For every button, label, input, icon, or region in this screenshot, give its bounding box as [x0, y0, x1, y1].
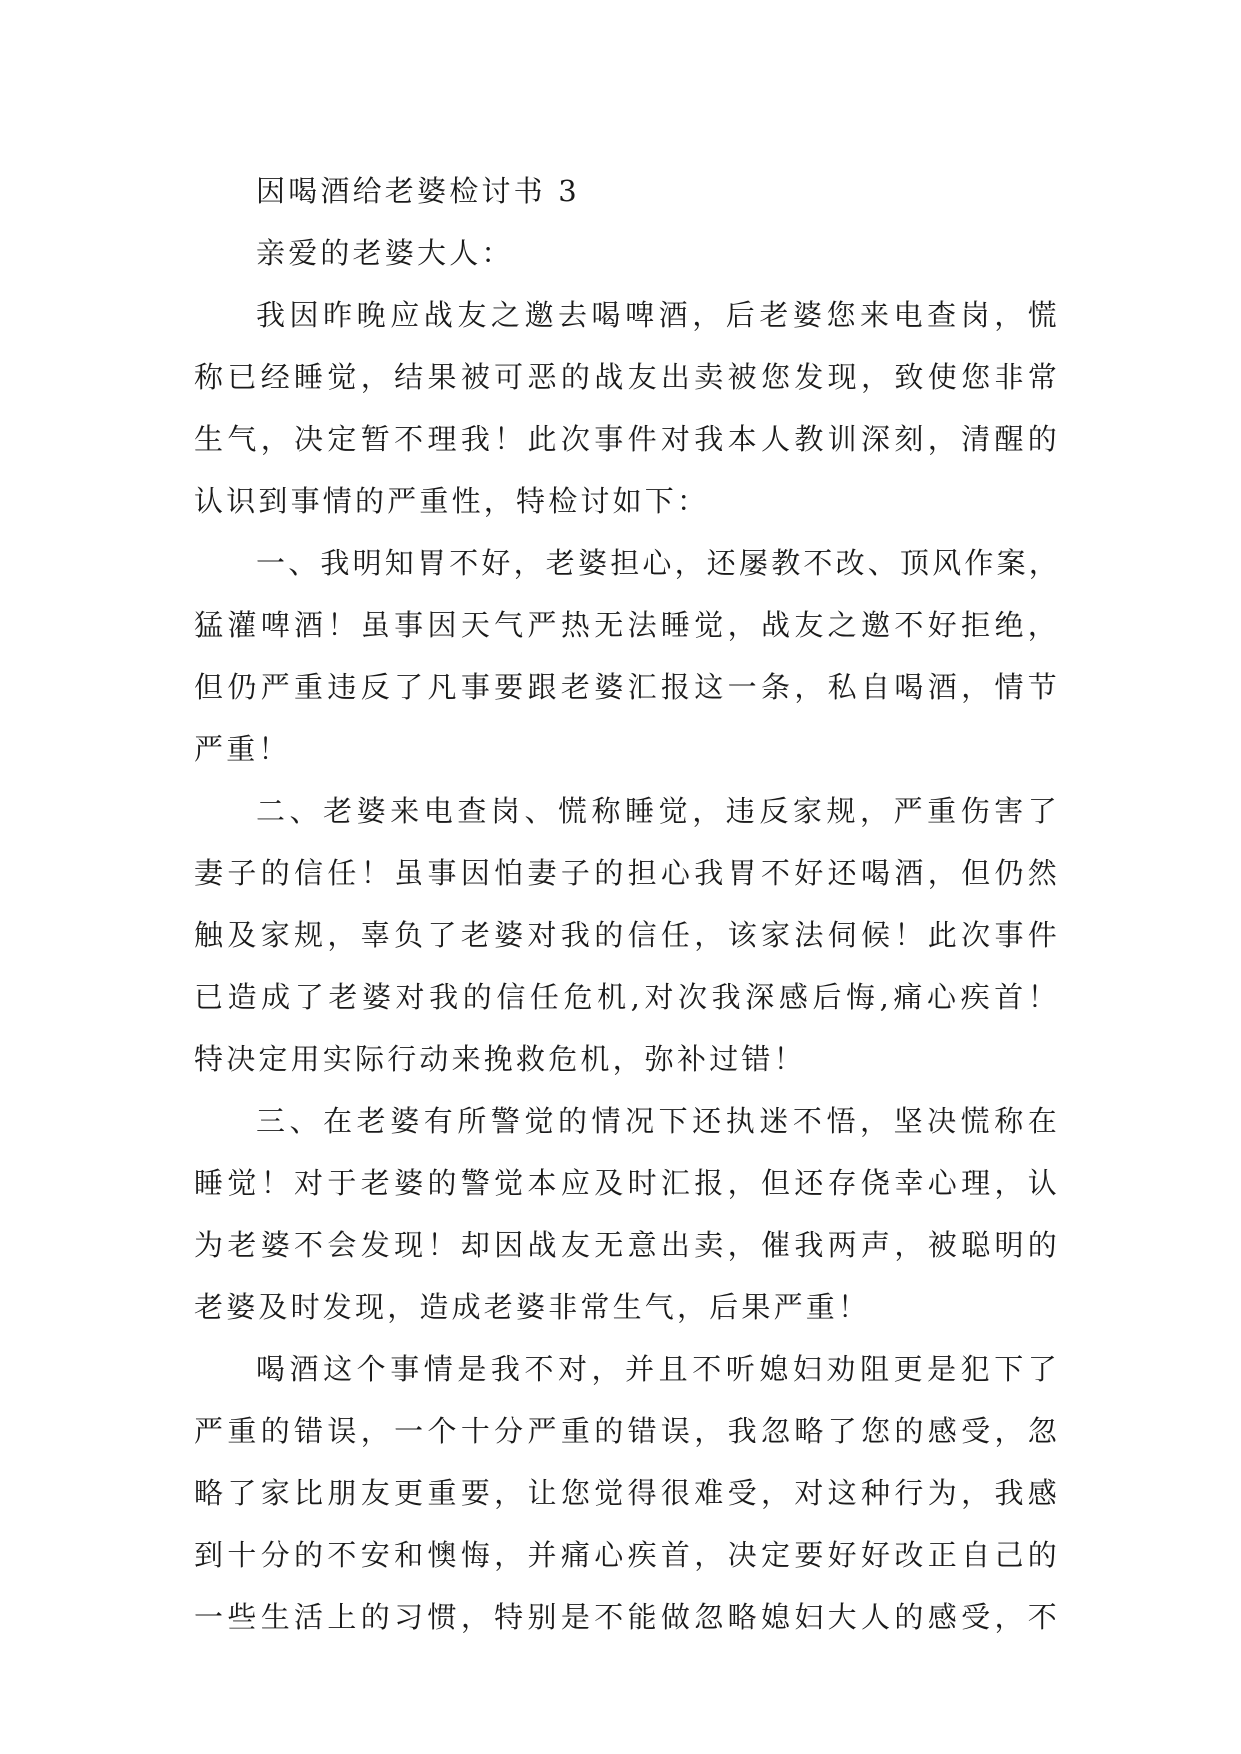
text-line: 已造成了老婆对我的信任危机,对次我深感后悔,痛心疾首！	[194, 980, 1060, 1014]
text-line: 称已经睡觉，结果被可恶的战友出卖被您发现，致使您非常	[194, 360, 1060, 394]
text-line: 喝酒这个事情是我不对，并且不听媳妇劝阻更是犯下了	[256, 1352, 1060, 1386]
document-title: 因喝酒给老婆检讨书 3	[256, 174, 580, 208]
greeting: 亲爱的老婆大人：	[256, 236, 514, 270]
text-line: 为老婆不会发现！却因战友无意出卖，催我两声，被聪明的	[194, 1228, 1060, 1262]
text-line: 触及家规，辜负了老婆对我的信任，该家法伺候！此次事件	[194, 918, 1060, 952]
text-line: 老婆及时发现，造成老婆非常生气，后果严重！	[194, 1290, 871, 1324]
text-line: 略了家比朋友更重要，让您觉得很难受，对这种行为，我感	[194, 1476, 1060, 1510]
text-line: 我因昨晚应战友之邀去喝啤酒，后老婆您来电查岗，慌	[256, 298, 1060, 332]
text-line: 猛灌啤酒！虽事因天气严热无法睡觉，战友之邀不好拒绝，	[194, 608, 1060, 642]
text-line: 到十分的不安和懊悔，并痛心疾首，决定要好好改正自己的	[194, 1538, 1060, 1572]
text-line: 但仍严重违反了凡事要跟老婆汇报这一条，私自喝酒，情节	[194, 670, 1060, 704]
text-line: 妻子的信任！虽事因怕妻子的担心我胃不好还喝酒，但仍然	[194, 856, 1060, 890]
text-line: 生气，决定暂不理我！此次事件对我本人教训深刻，清醒的	[194, 422, 1060, 456]
text-line: 严重！	[194, 732, 291, 766]
text-line: 认识到事情的严重性，特检讨如下：	[194, 484, 710, 518]
text-line: 二、老婆来电查岗、慌称睡觉，违反家规，严重伤害了	[256, 794, 1060, 828]
text-line: 特决定用实际行动来挽救危机，弥补过错！	[194, 1042, 806, 1076]
document-body	[194, 160, 1060, 1648]
text-line: 三、在老婆有所警觉的情况下还执迷不悟，坚决慌称在	[256, 1104, 1060, 1138]
text-line: 睡觉！对于老婆的警觉本应及时汇报，但还存侥幸心理，认	[194, 1166, 1060, 1200]
text-line: 一些生活上的习惯，特别是不能做忽略媳妇大人的感受，不	[194, 1600, 1060, 1634]
text-line: 严重的错误，一个十分严重的错误，我忽略了您的感受，忽	[194, 1414, 1060, 1448]
body-text	[194, 284, 1060, 1648]
text-line: 一、我明知胃不好，老婆担心，还屡教不改、顶风作案，	[256, 546, 1062, 580]
